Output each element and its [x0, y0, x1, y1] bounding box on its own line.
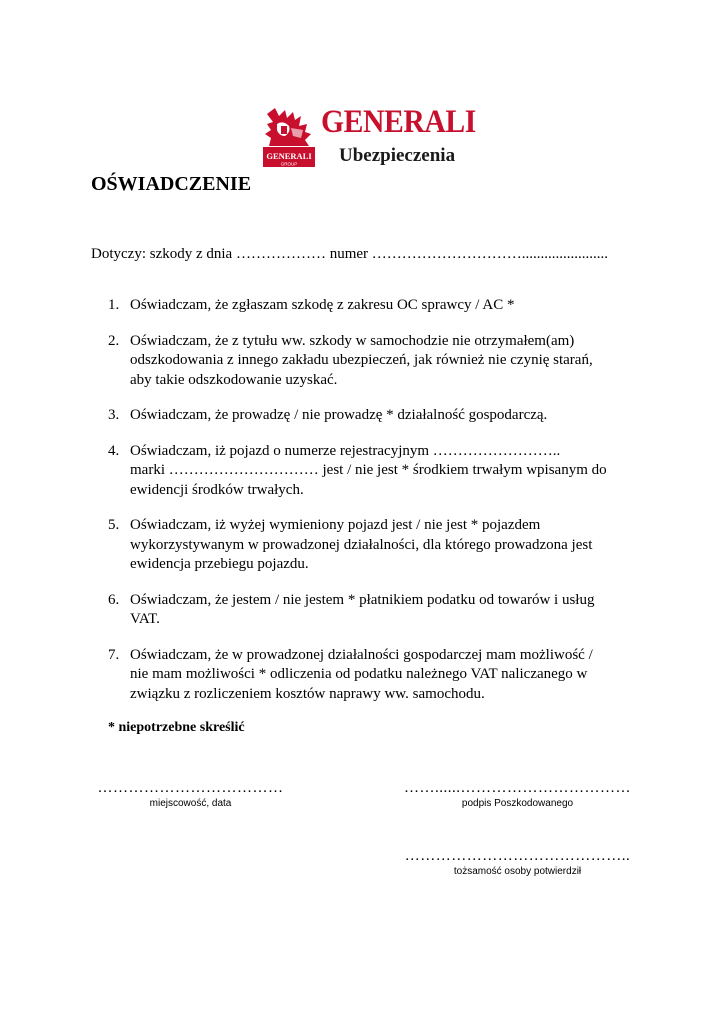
- item-number: 6.: [108, 591, 120, 608]
- declaration-item: [108, 516, 648, 575]
- item-text-line: wykorzystywanym w prowadzonej działalności, dla którego prowadzona jest: [130, 536, 593, 553]
- place-date-label: miejscowość, data: [149, 798, 232, 809]
- item-number: 3.: [108, 407, 120, 423]
- item-text-line: VAT.: [130, 611, 160, 627]
- item-text-line: aby takie odszkodowanie uzyskać.: [130, 371, 338, 388]
- place-date-signature: [88, 780, 293, 809]
- item-text-line: Oświadczam, że zgłaszam szkodę z zakresu OC sprawcy / AC *: [130, 297, 515, 313]
- item-text-line: marki ………………………… jest / nie jest * środkiem trwałym wpisanym do: [130, 462, 607, 478]
- item-number: 7.: [108, 646, 120, 663]
- declaration-list: [108, 296, 648, 704]
- item-number: 5.: [108, 517, 120, 533]
- item-text-line: Oświadczam, iż wyżej wymieniony pojazd jest / nie jest * pojazdem: [130, 517, 541, 533]
- item-text-line: związku z rozliczeniem kosztów naprawy ww. samochodu.: [130, 685, 485, 702]
- injured-party-signature: [395, 780, 640, 809]
- place-date-line: ………………………………: [97, 780, 284, 796]
- item-text-line: ewidencji środków trwałych.: [130, 481, 304, 498]
- item-number: 2.: [108, 332, 120, 349]
- item-text-line: Oświadczam, że z tytułu ww. szkody w samochodzie nie otrzymałem(am): [130, 332, 575, 349]
- logo-subtitle: Ubezpieczenia: [339, 145, 456, 166]
- injured-signature-line: ……......……………………………: [404, 780, 631, 796]
- item-number: 4.: [108, 442, 120, 459]
- claim-reference-line: Dotyczy: szkody z dnia ……………… numer ………………………….......................: [91, 246, 609, 262]
- generali-logo: [261, 104, 476, 170]
- item-text-line: ewidencja przebiegu pojazdu.: [130, 556, 309, 572]
- item-text-line: Oświadczam, że w prowadzonej działalności gospodarczej mam możliwość /: [130, 646, 593, 663]
- logo-mark-text: GENERALI: [266, 151, 312, 161]
- document-title: OŚWIADCZENIE: [91, 173, 252, 195]
- item-text-line: Oświadczam, iż pojazd o numerze rejestracyjnym ……………………..: [130, 442, 561, 459]
- item-text-line: Oświadczam, że prowadzę / nie prowadzę * działalność gospodarczą.: [130, 407, 548, 423]
- item-text-line: odszkodowania z innego zakładu ubezpieczeń, jak również nie czynię starań,: [130, 352, 593, 368]
- confirmer-signature-line: ……………………………………..: [404, 848, 631, 864]
- logo-brand-text: GENERALI: [321, 104, 476, 140]
- lion-emblem-icon: [261, 106, 317, 170]
- declaration-item: [108, 406, 648, 426]
- declaration-item: [108, 296, 648, 316]
- item-text-line: Oświadczam, że jestem / nie jestem * płatnikiem podatku od towarów i usług: [130, 591, 595, 608]
- item-number: 1.: [108, 297, 120, 313]
- strike-unnecessary-note: * niepotrzebne skreślić: [108, 720, 245, 735]
- declaration-item: [108, 442, 648, 501]
- confirmer-signature: [390, 848, 645, 877]
- declaration-item: [108, 591, 648, 630]
- item-text-line: nie mam możliwości * odliczenia od podatku należnego VAT naliczanego w: [130, 666, 588, 682]
- injured-signature-label: podpis Poszkodowanego: [461, 798, 574, 809]
- declaration-item: [108, 332, 648, 391]
- declaration-item: [108, 646, 648, 705]
- logo-mark-subtext: GROUP: [280, 161, 298, 167]
- confirmer-signature-label: tożsamość osoby potwierdził: [453, 866, 582, 877]
